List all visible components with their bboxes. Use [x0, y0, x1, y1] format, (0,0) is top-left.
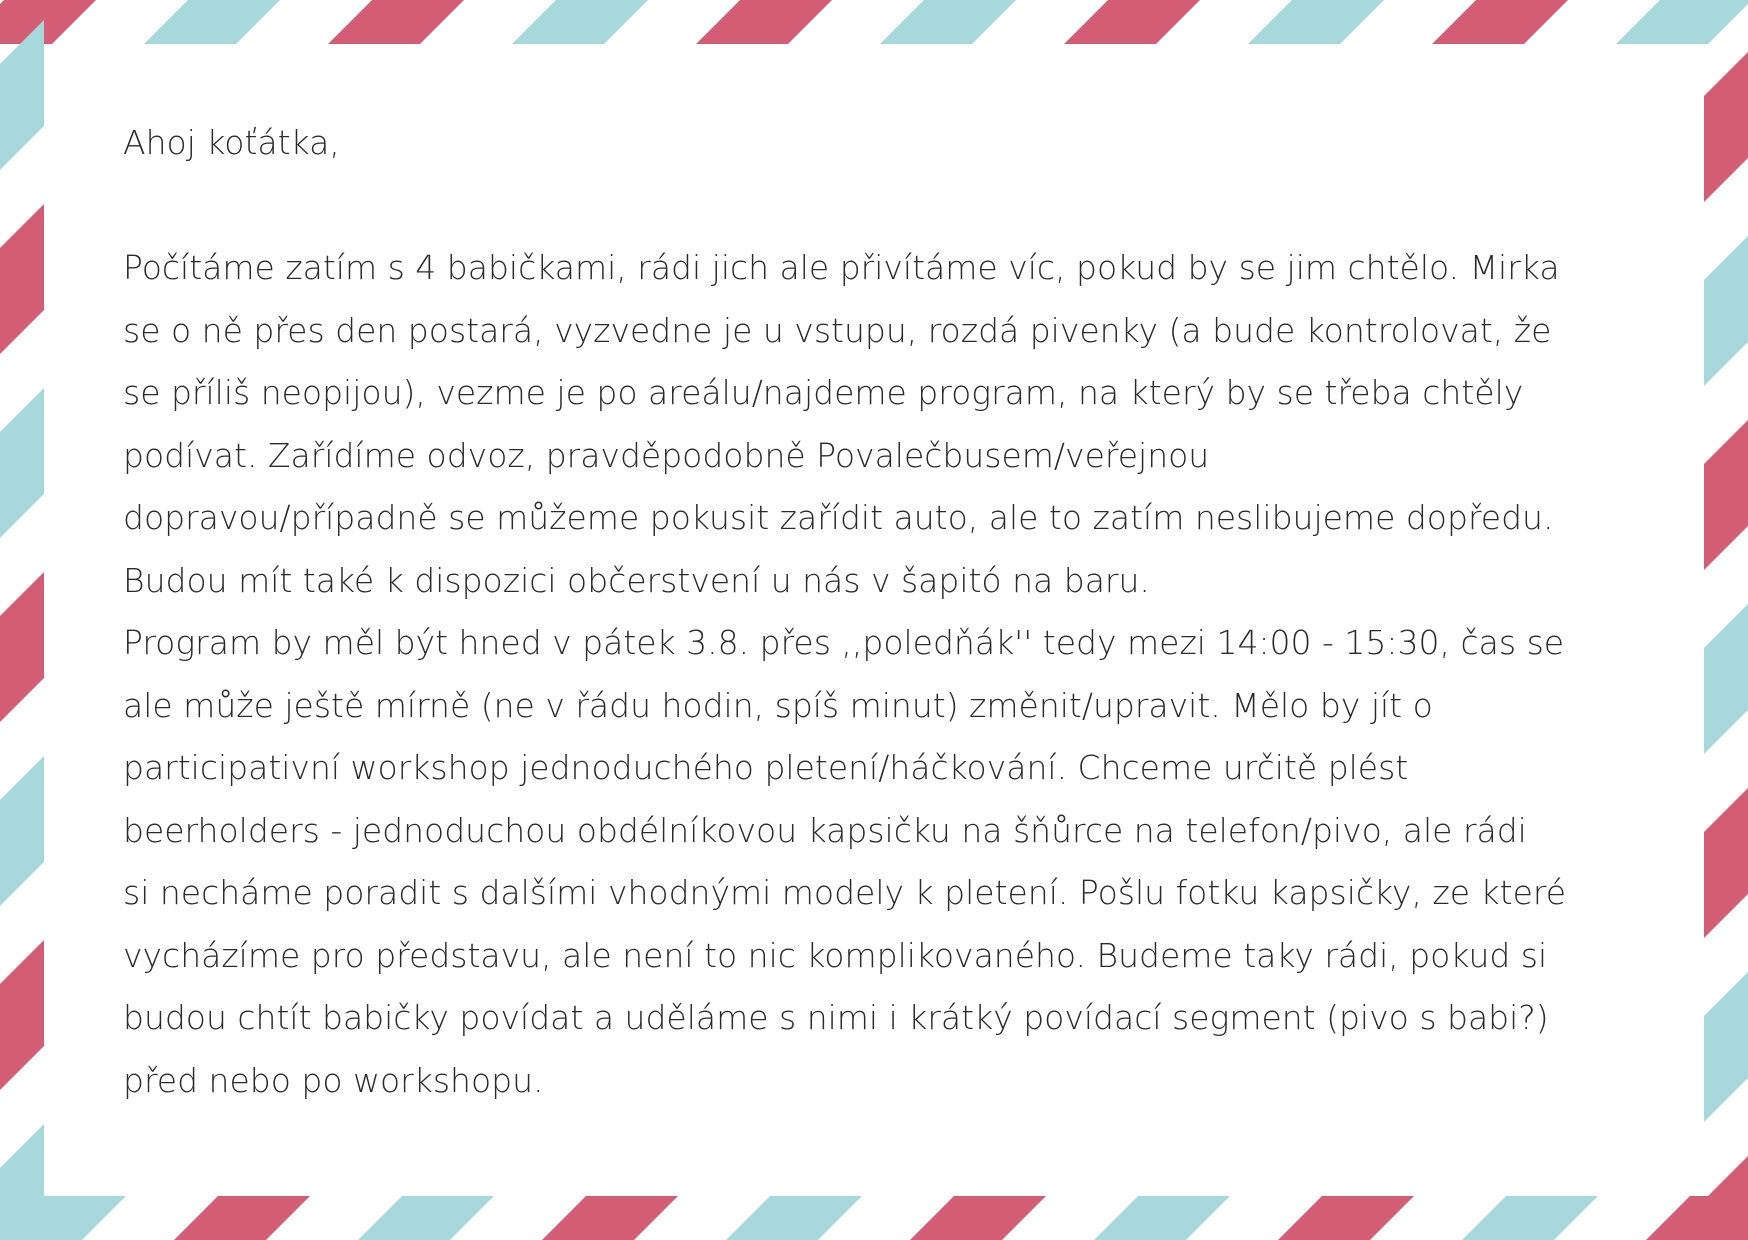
letter-line: dopravou/případně se můžeme pokusit zařídit auto, ale to zatím neslibujeme dopředu. — [123, 498, 1554, 537]
letter-line: si necháme poradit s dalšími vhodnými modely k pletení. Pošlu fotku kapsičky, ze které — [123, 873, 1567, 912]
letter-body — [123, 112, 1653, 1112]
letter-line: budou chtít babičky povídat a uděláme s nimi i krátký povídací segment (pivo s babi?) — [123, 998, 1549, 1037]
airmail-stripe — [0, 388, 44, 538]
airmail-stripe — [1704, 1156, 1748, 1240]
airmail-stripe — [174, 1196, 310, 1240]
airmail-stripe — [542, 1196, 678, 1240]
airmail-stripe — [1704, 788, 1748, 938]
airmail-stripe — [1704, 420, 1748, 570]
airmail-stripe — [0, 756, 44, 906]
airmail-stripe — [726, 1196, 862, 1240]
letter-line: ale může ještě mírně (ne v řádu hodin, spíš minut) změnit/upravit. Mělo by jít o — [123, 685, 1433, 725]
airmail-stripe — [0, 0, 96, 44]
airmail-stripe — [880, 0, 1016, 44]
airmail-stripe — [512, 0, 648, 44]
airmail-stripe — [1278, 1196, 1414, 1240]
airmail-stripe — [144, 0, 280, 44]
airmail-stripe — [1064, 0, 1200, 44]
airmail-stripe — [1704, 604, 1748, 754]
airmail-stripe — [1432, 0, 1568, 44]
letter-greeting: Ahoj koťátka, — [123, 123, 340, 162]
airmail-stripe — [1704, 236, 1748, 386]
letter-line: participativní workshop jednoduchého pletení/háčkování. Chceme určitě plést — [123, 748, 1409, 787]
airmail-stripe — [1704, 52, 1748, 202]
letter-line: vycházíme pro představu, ale není to nic komplikovaného. Budeme taky rádi, pokud si — [123, 935, 1548, 975]
airmail-stripe — [0, 940, 44, 1090]
letter-line: se o ně přes den postará, vyzvedne je u vstupu, rozdá pivenky (a bude kontrolovat, že — [123, 310, 1552, 350]
airmail-stripe — [0, 1124, 44, 1240]
airmail-stripe — [1248, 0, 1384, 44]
airmail-stripe — [0, 204, 44, 354]
airmail-stripe — [1616, 0, 1748, 44]
airmail-stripe — [0, 572, 44, 722]
airmail-stripe — [1462, 1196, 1598, 1240]
letter-line: Program by měl být hned v pátek 3.8. přes ,,poledňák'' tedy mezi 14:00 - 15:30, čas se — [123, 623, 1565, 662]
airmail-stripe — [696, 0, 832, 44]
airmail-stripe — [910, 1196, 1046, 1240]
letter-line: Budou mít také k dispozici občerstvení u nás v šapitó na baru. — [123, 560, 1150, 600]
letter-line: podívat. Zařídíme odvoz, pravděpodobně Povalečbusem/veřejnou — [123, 435, 1210, 475]
paragraph-spacer — [123, 175, 1653, 238]
airmail-stripe — [1704, 972, 1748, 1122]
airmail-stripe — [358, 1196, 494, 1240]
airmail-stripe — [328, 0, 464, 44]
airmail-stripe — [1094, 1196, 1230, 1240]
letter-line: beerholders - jednoduchou obdélníkovou kapsičku na šňůrce na telefon/pivo, ale rádi — [123, 810, 1527, 850]
letter-line: se příliš neopijou), vezme je po areálu/najdeme program, na který by se třeba chtěly — [123, 373, 1524, 412]
letter-line: Počítáme zatím s 4 babičkami, rádi jich ale přivítáme víc, pokud by se jim chtělo. Mirka — [123, 248, 1560, 287]
letter-line: před nebo po workshopu. — [123, 1060, 544, 1100]
